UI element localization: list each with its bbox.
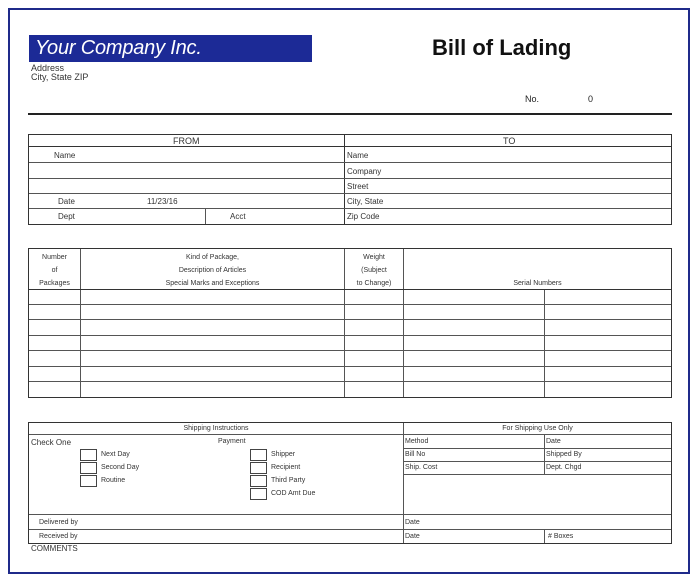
from-dept-label: Dept xyxy=(58,212,75,221)
check-one-label: Check One xyxy=(31,438,72,447)
third-party-label: Third Party xyxy=(271,477,306,484)
col-kind-line-1: Kind of Package, xyxy=(186,254,239,261)
shipping-instructions-header: Shipping Instructions xyxy=(183,425,249,432)
shipping-table xyxy=(28,422,672,544)
from-to-table xyxy=(28,134,672,225)
next-day-label: Next Day xyxy=(101,451,130,458)
col-weight-line-1: Weight xyxy=(363,254,385,261)
shipped-by-label: Shipped By xyxy=(546,451,582,458)
address-line: Address xyxy=(31,63,65,73)
city-state-zip-line: City, State ZIP xyxy=(31,72,89,82)
to-zip-label: Zip Code xyxy=(347,212,380,221)
recipient-checkbox[interactable] xyxy=(250,462,267,474)
cod-checkbox[interactable] xyxy=(250,488,267,500)
company-logo: Your Company Inc. xyxy=(29,35,312,62)
to-header: TO xyxy=(503,136,516,146)
received-date-label: Date xyxy=(405,533,420,540)
from-date-label: Date xyxy=(58,197,75,206)
next-day-checkbox[interactable] xyxy=(80,449,97,461)
delivered-by-label: Delivered by xyxy=(39,519,78,526)
second-day-checkbox[interactable] xyxy=(80,462,97,474)
to-name-label: Name xyxy=(347,151,369,160)
from-name-label: Name xyxy=(54,151,76,160)
use-date-label: Date xyxy=(546,438,561,445)
payment-label: Payment xyxy=(218,438,246,445)
page-title: Bill of Lading xyxy=(432,35,572,60)
from-date-value: 11/23/16 xyxy=(147,197,178,206)
from-header: FROM xyxy=(173,136,200,146)
boxes-label: # Boxes xyxy=(548,533,574,540)
second-day-label: Second Day xyxy=(101,464,140,471)
col-weight-line-2: (Subject xyxy=(361,267,387,274)
to-street-label: Street xyxy=(347,182,369,191)
shipper-label: Shipper xyxy=(271,451,296,458)
cod-label: COD Amt Due xyxy=(271,490,316,497)
bill-no-label: Bill No xyxy=(405,451,426,458)
header-divider xyxy=(28,113,672,115)
method-label: Method xyxy=(405,438,429,445)
col-kind-line-3: Special Marks and Exceptions xyxy=(165,280,260,287)
col-weight-line-3: to Change) xyxy=(356,280,392,287)
received-by-label: Received by xyxy=(39,533,78,540)
number-value: 0 xyxy=(588,94,594,104)
to-city-state-label: City, State xyxy=(347,197,384,206)
col-kind-line-2: Description of Articles xyxy=(178,267,247,274)
shipping-use-only-header: For Shipping Use Only xyxy=(502,425,573,432)
shipper-checkbox[interactable] xyxy=(250,449,267,461)
col-serial-numbers: Serial Numbers xyxy=(513,280,562,287)
col-number-line-2: of xyxy=(51,267,58,274)
routine-checkbox[interactable] xyxy=(80,475,97,487)
delivered-date-label: Date xyxy=(405,519,420,526)
from-acct-label: Acct xyxy=(230,212,246,221)
ship-cost-label: Ship. Cost xyxy=(405,464,438,471)
col-number-line-1: Number xyxy=(42,254,67,261)
packages-table xyxy=(28,248,672,398)
number-label: No. xyxy=(525,94,540,104)
dept-chgd-label: Dept. Chgd xyxy=(546,464,582,471)
col-number-line-3: Packages xyxy=(39,280,70,287)
recipient-label: Recipient xyxy=(271,464,301,471)
comments-label: COMMENTS xyxy=(31,544,78,553)
routine-label: Routine xyxy=(101,477,126,484)
third-party-checkbox[interactable] xyxy=(250,475,267,487)
to-company-label: Company xyxy=(347,167,382,176)
